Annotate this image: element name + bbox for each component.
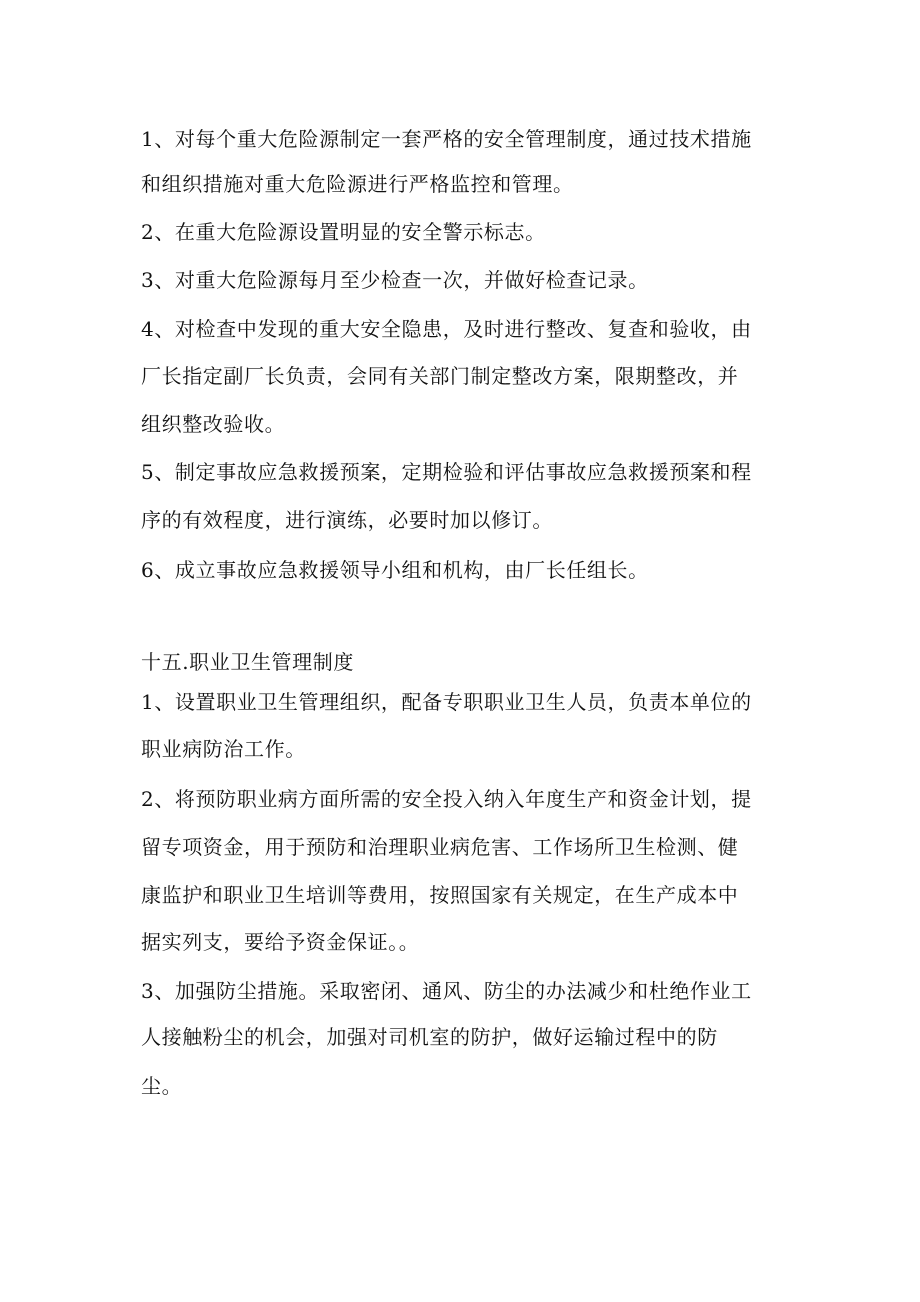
text-line: 厂长指定副厂长负责，会同有关部门制定整改方案，限期整改，并	[141, 364, 739, 388]
section-heading: 十五.职业卫生管理制度	[141, 650, 354, 674]
text-line: 5、制定事故应急救援预案，定期检验和评估事故应急救援预案和程	[141, 460, 752, 484]
text-line: 2、在重大危险源设置明显的安全警示标志。	[141, 220, 546, 244]
text-line: 1、设置职业卫生管理组织，配备专职职业卫生人员，负责本单位的	[141, 690, 752, 714]
text-line: 和组织措施对重大危险源进行严格监控和管理。	[141, 172, 574, 196]
text-line: 3、加强防尘措施。采取密闭、通风、防尘的办法减少和杜绝作业工	[141, 979, 752, 1003]
text-line: 据实列支，要给予资金保证。。	[141, 930, 420, 954]
text-line: 留专项资金，用于预防和治理职业病危害、工作场所卫生检测、健	[141, 835, 739, 859]
text-line: 3、对重大危险源每月至少检查一次，并做好检查记录。	[141, 268, 649, 292]
text-line: 4、对检查中发现的重大安全隐患，及时进行整改、复查和验收，由	[141, 317, 752, 341]
text-line: 6、成立事故应急救援领导小组和机构，由厂长任组长。	[141, 558, 649, 582]
text-line: 职业病防治工作。	[141, 737, 306, 761]
text-line: 1、对每个重大危险源制定一套严格的安全管理制度，通过技术措施	[141, 127, 752, 151]
text-line: 人接触粉尘的机会，加强对司机室的防护，做好运输过程中的防	[141, 1025, 718, 1049]
text-line: 序的有效程度，进行演练，必要时加以修订。	[141, 508, 553, 532]
text-line: 2、将预防职业病方面所需的安全投入纳入年度生产和资金计划，提	[141, 787, 752, 811]
text-line: 尘。	[141, 1074, 183, 1098]
text-line: 康监护和职业卫生培训等费用，按照国家有关规定，在生产成本中	[141, 883, 739, 907]
text-line: 组织整改验收。	[141, 412, 286, 436]
